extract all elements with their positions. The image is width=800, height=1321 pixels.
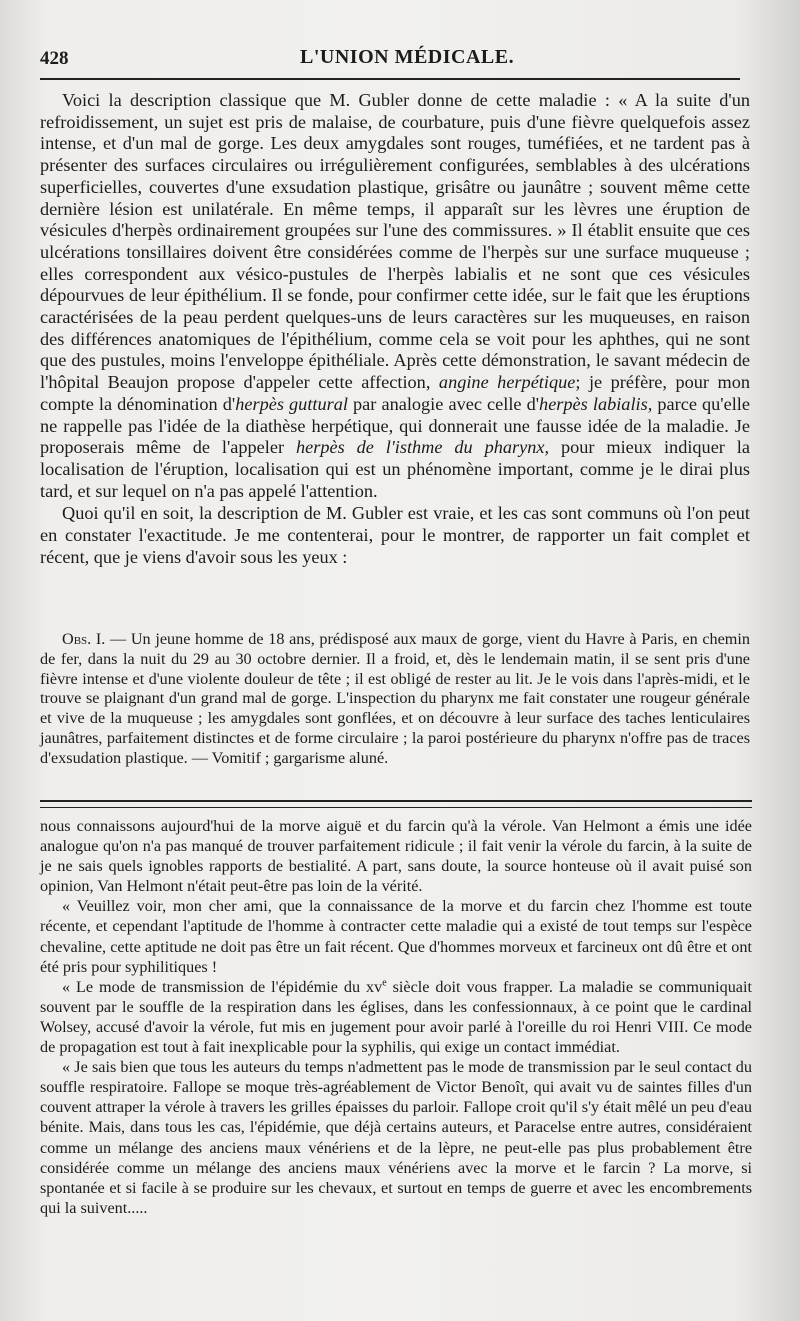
term-herpes-guttural: herpès guttural (235, 393, 348, 414)
observation-label: Obs. I. (62, 630, 106, 648)
paragraph-je-sais-bien: « Je sais bien que tous les auteurs du temps n'admettent pas le mode de transmission par le seul contact du souffle respiratoire. Fallope se moque très-agréablement de Victor Benoît, qui avait vu de saintes filles d'un couvent attraper la vérole à travers les grilles épaisses du parloir. Fallope croit qu'il s'y était mêlé un peu d'eau bénite. Mais, dans tous les cas, l'épidémie, que déjà certains auteurs, et Paracelse entre autres, considéraient comme un mélange des anciens maux vénériens et de la lèpre, ne peut-elle pas plus probablement être considérée comme un mélange des anciens maux vénériens avec la morve et le farcin ? La morve, si spontanée et si facile à se produire sur les chevaux, et surtout en temps de guerre et avec les encombrements qui la suivent..... (40, 1058, 752, 1217)
term-herpes-isthme: herpès de l'isthme du pharynx, (295, 437, 550, 458)
term-herpes-labialis: herpès labialis, (539, 393, 653, 414)
paragraph-mode-de-transmission: « Le mode de transmission de l'épidémie du $xv^e$ siècle doit vous frapper. La maladie se communiquait souvent par le souffle de la respiration dans les églises, dans les confessionnaux, à ce point que le cardinal Wolsey, accusé d'avoir la vérole, fut mis en jugement pour avoir parlé à l'oreille du roi Henri VIII. Ce mode de propagation est tout à fait inexplicable pour la syphilis, qui exige un contact immédiat. (40, 977, 752, 1057)
page-header (40, 44, 740, 74)
paragraph-gubler-description: Voici la description classique que M. Gubler donne de cette maladie : « A la suite d'un refroidissement, un sujet est pris de malaise, de courbature, puis d'une fièvre quelquefois assez intense, et d'un mal de gorge. Les deux amygdales sont rouges, tuméfiées, et ne tardent pas à présenter des surfaces circulaires ou irrégulièrement configurées, semblables à des ulcérations superficielles, couvertes d'une exsudation plastique, grisâtre ou jaunâtre ; souvent même cette dernière lésion est unilatérale. En même temps, il apparaît sur les lèvres une éruption de vésicules d'herpès ordinairement groupées sur l'une des commissures. » Il établit ensuite que ces ulcérations tonsillaires doivent être considérées comme de l'herpès sur une surface muqueuse ; elles correspondent aux vésico-pustules de l'herpès labialis et ne sont que ces vésicules dépourvues de leur épithélium. Il se fonde, pour confirmer cette idée, sur le fait que les éruptions caractérisées de la peau perdent quelques-uns de leurs caractères sur les muqueuses, en raison des différences anatomiques de l'épithélium, comme cela se voit pour les aphthes, qui ne sont que des pustules, moins l'enveloppe épithéliale. Après cette démonstration, le savant médecin de l'hôpital Beaujon propose d'appeler cette affection, angine herpétique; je préfère, pour mon compte la dénomination d'herpès guttural par analogie avec celle d'herpès labialis, parce qu'elle ne rappelle pas l'idée de la diathèse herpétique, qui donnerait une fausse idée de la maladie. Je proposerais même de l'appeler herpès de l'isthme du pharynx, pour mieux indiquer la localisation de l'éruption, localisation qui est un phénomène important, comme je le dirai plus tard, et sur lequel on n'a pas appelé l'attention. (40, 90, 750, 501)
running-title: L'UNION MÉDICALE. (300, 46, 515, 68)
header-rule (40, 78, 740, 80)
paragraph-van-helmont: nous connaissons aujourd'hui de la morve aiguë et du farcin qu'à la vérole. Van Helmont a émis une idée analogue qu'on n'a pas manqué de trouver parfaitement ridicule ; il fait venir la vérole du farcin, à la suite de je ne sais quels ignobles rapports de bestialité. A part, sans doute, la source honteuse où il avait puisé son opinion, Van Helmont n'était peut-être pas loin de la vérité. (40, 817, 752, 896)
main-article (40, 90, 750, 568)
term-angine-herpetique: angine herpétique (438, 372, 576, 393)
feuilleton-article (40, 816, 752, 1218)
observation-paragraph: Obs. I. — Un jeune homme de 18 ans, prédisposé aux maux de gorge, vient du Havre à Paris, en chemin de fer, dans la nuit du 29 au 30 octobre dernier. Il a froid, et, dès le lendemain matin, il se sent pris d'une fièvre intense et d'une violente douleur de tête ; il est obligé de rester au lit. Je le vois dans l'après-midi, et le trouve se plaignant d'un grand mal de gorge. L'inspection du pharynx me fait constater une rougeur générale et vive de la muqueuse ; les amygdales sont gonflées, et on découvre à leur surface des taches lenticulaires jaunâtres, parfaitement distinctes et de forme circulaire ; la paroi postérieure du pharynx n'offre pas de traces d'exsudation plastique. — Vomitif ; gargarisme aluné. (40, 630, 750, 767)
feuilleton-separator (40, 800, 752, 808)
page-number: 428 (40, 48, 69, 69)
paragraph-quoi-quil-en-soit: Quoi qu'il en soit, la description de M. Gubler est vraie, et les cas sont communs où l'on peut en constater l'exactitude. Je me contenterai, pour le montrer, de rapporter un fait complet et récent, que je viens d'avoir sous les yeux : (40, 503, 750, 567)
observation-block (40, 630, 750, 769)
paragraph-veuillez-voir: « Veuillez voir, mon cher ami, que la connaissance de la morve et du farcin chez l'homme est toute récente, et cependant l'aptitude de l'homme à contracter cette maladie qui a existé de tout temps sur l'espèce chevaline, cette aptitude ne doit pas être un fait récent. Que d'hommes morveux et farcineux ont dû être et ont été pris pour syphilitiques ! (40, 897, 752, 976)
